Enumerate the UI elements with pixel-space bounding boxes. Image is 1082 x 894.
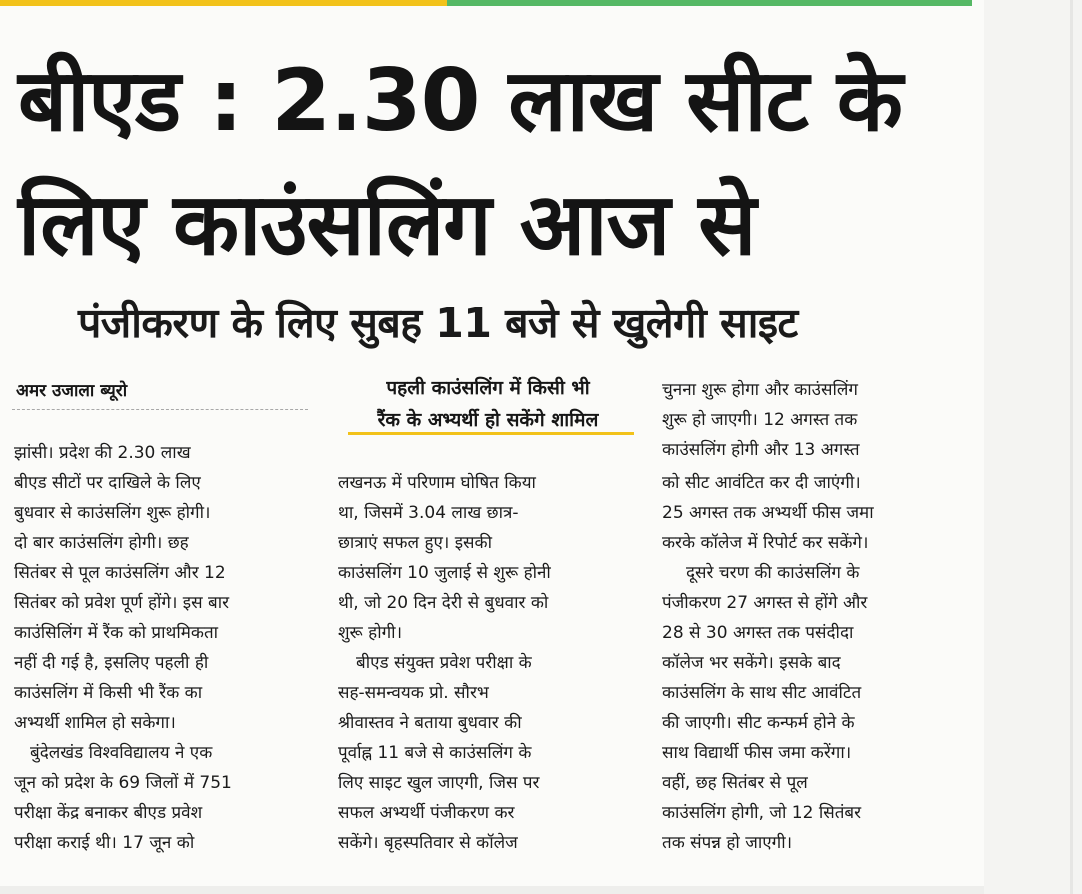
col3-line-5: 25 अगस्त तक अभ्यर्थी फीस जमा (662, 503, 874, 523)
col1-line-5: सितंबर से पूल काउंसलिंग और 12 (14, 563, 226, 583)
col1-line-2: बीएड सीटों पर दाखिले के लिए (14, 473, 201, 493)
col2-line-11: लिए साइट खुल जाएगी, जिस पर (338, 773, 540, 793)
top-accent-bar-green (447, 0, 972, 6)
col2-line-1: लखनऊ में परिणाम घोषित किया (338, 473, 536, 493)
col2-line-13: सकेंगे। बृहस्पतिवार से कॉलेज (338, 833, 518, 853)
col1-line-12: जून को प्रदेश के 69 जिलों में 751 (14, 773, 232, 793)
col3-line-4: को सीट आवंटित कर दी जाएंगी। (662, 473, 861, 493)
byline-divider (12, 409, 308, 410)
col2-line-5: थी, जो 20 दिन देरी से बुधवार को (338, 593, 549, 613)
col1-line-14: परीक्षा कराई थी। 17 जून को (14, 833, 195, 853)
col2-line-9: श्रीवास्तव ने बताया बुधवार की (338, 713, 522, 733)
col1-line-8: नहीं दी गई है, इसलिए पहली ही (14, 653, 209, 673)
col1-line-4: दो बार काउंसलिंग होगी। छह (14, 533, 189, 553)
right-edge-line (1070, 0, 1073, 894)
col3-line-10: कॉलेज भर सकेंगे। इसके बाद (662, 653, 841, 673)
col1-line-7: काउंसिलिंग में रैंक को प्राथमिकता (14, 623, 219, 643)
col3-line-3: काउंसलिंग होगी और 13 अगस्त (662, 440, 860, 460)
col1-line-9: काउंसलिंग में किसी भी रैंक का (14, 683, 203, 703)
col3-line-9: 28 से 30 अगस्त तक पसंदीदा (662, 623, 854, 643)
col3-line-14: वहीं, छह सितंबर से पूल (662, 773, 808, 793)
col2-line-8: सह-समन्वयक प्रो. सौरभ (338, 683, 489, 703)
col1-line-1: झांसी। प्रदेश की 2.30 लाख (14, 443, 191, 463)
col2-line-6: शुरू होगी। (338, 623, 403, 643)
col1-line-13: परीक्षा केंद्र बनाकर बीएड प्रवेश (14, 803, 203, 823)
right-margin (984, 0, 1082, 894)
col3-line-2: शुरू हो जाएगी। 12 अगस्त तक (662, 410, 858, 430)
byline: अमर उजाला ब्यूरो (16, 381, 128, 401)
col3-line-16: तक संपन्न हो जाएगी। (662, 833, 793, 853)
col3-line-7: दूसरे चरण की काउंसलिंग के (686, 563, 860, 583)
col1-line-10: अभ्यर्थी शामिल हो सकेगा। (14, 713, 176, 733)
col3-line-12: की जाएगी। सीट कन्फर्म होने के (662, 713, 855, 733)
col3-line-1: चुनना शुरू होगा और काउंसलिंग (662, 380, 858, 400)
crosshead-line-1: पहली काउंसलिंग में किसी भी (386, 377, 590, 399)
col3-line-13: साथ विद्यार्थी फीस जमा करेंगा। (662, 743, 852, 763)
col1-line-3: बुधवार से काउंसलिंग शुरू होगी। (14, 503, 211, 523)
crosshead (333, 372, 643, 436)
col1-line-11: बुंदेलखंड विश्वविद्यालय ने एक (30, 743, 213, 763)
crosshead-underline (348, 432, 634, 435)
col3-line-8: पंजीकरण 27 अगस्त से होंगे और (662, 593, 868, 613)
top-accent-bar-yellow (0, 0, 447, 6)
col3-line-11: काउंसलिंग के साथ सीट आवंटित (662, 683, 862, 703)
col2-line-10: पूर्वाह्न 11 बजे से काउंसलिंग के (338, 743, 532, 763)
headline-line-2: लिए काउंसलिंग आज से (18, 175, 756, 275)
col2-line-3: छात्राएं सफल हुए। इसकी (338, 533, 493, 553)
col2-line-12: सफल अभ्यर्थी पंजीकरण कर (338, 803, 515, 823)
col1-line-6: सितंबर को प्रवेश पूर्ण होंगे। इस बार (14, 593, 230, 613)
col2-line-2: था, जिसमें 3.04 लाख छात्र- (338, 503, 519, 523)
col3-line-6: करके कॉलेज में रिपोर्ट कर सकेंगे। (662, 533, 869, 553)
col2-line-4: काउंसलिंग 10 जुलाई से शुरू होनी (338, 563, 551, 583)
crosshead-line-2: रैंक के अभ्यर्थी हो सकेंगे शामिल (377, 409, 599, 431)
headline-line-1: बीएड : 2.30 लाख सीट के (18, 51, 902, 151)
col3-line-15: काउंसलिंग होगी, जो 12 सितंबर (662, 803, 862, 823)
page-bottom-edge (0, 886, 984, 894)
col2-line-7: बीएड संयुक्त प्रवेश परीक्षा के (356, 653, 532, 673)
subheadline: पंजीकरण के लिए सुबह 11 बजे से खुलेगी साइट (78, 299, 798, 347)
